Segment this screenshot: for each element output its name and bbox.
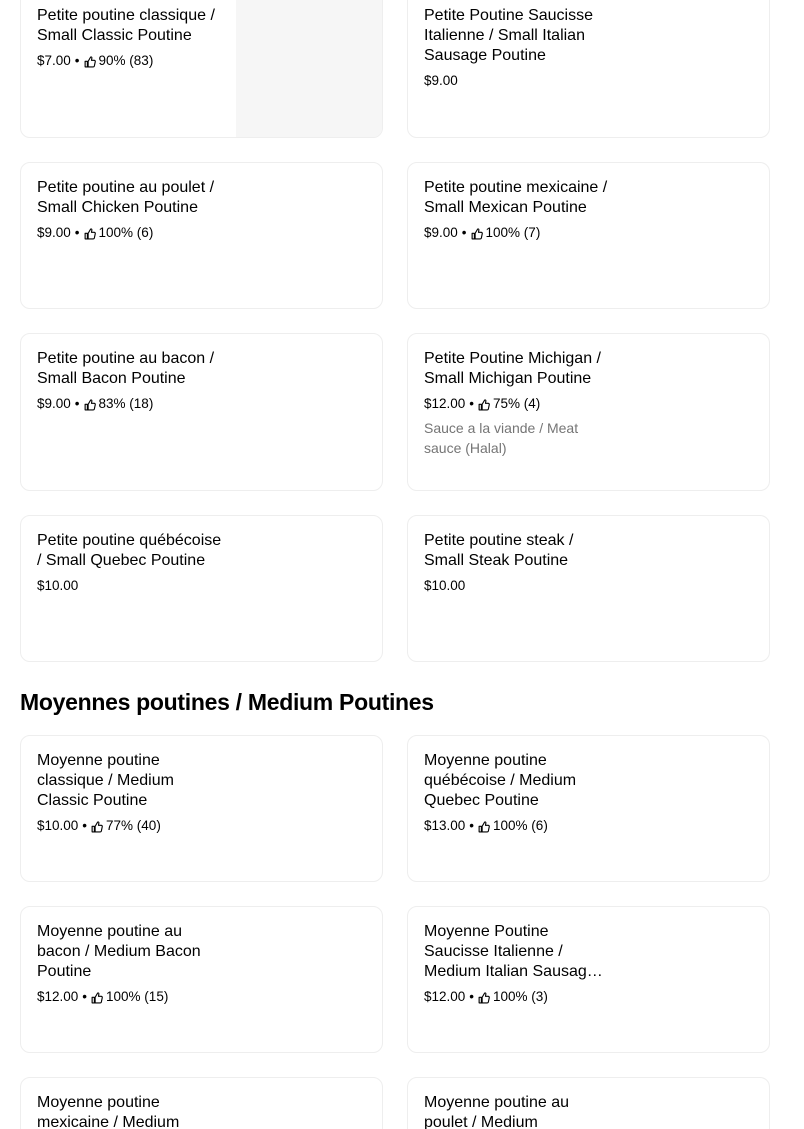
menu-item-rating: 100% (7) <box>485 225 541 240</box>
menu-item-name: Petite poutine classique / Small Classic Poutine <box>37 7 215 44</box>
menu-item-name: Moyenne poutine mexicaine / Medium <box>37 1094 180 1129</box>
menu-item-name: Moyenne Poutine Saucisse Italienne / Medium Italian Sausage <box>424 923 596 980</box>
menu-item-details <box>424 1093 610 1129</box>
menu-item-card[interactable] <box>20 333 383 491</box>
menu-item-meta <box>424 223 610 243</box>
menu-item-meta <box>424 71 610 91</box>
menu-item-price: $12.00 <box>424 989 466 1004</box>
menu-item-details <box>37 6 223 71</box>
menu-item-price: $9.00 <box>37 225 71 240</box>
menu-item-meta <box>424 816 610 836</box>
menu-item-card[interactable] <box>407 0 770 138</box>
menu-item-details <box>37 751 223 836</box>
menu-item-details <box>424 751 610 836</box>
menu-item-price: $12.00 <box>424 396 466 411</box>
menu-item-card[interactable] <box>20 735 383 882</box>
menu-item-meta <box>37 394 223 414</box>
menu-item-price: $9.00 <box>37 396 71 411</box>
meta-separator: • <box>469 396 475 411</box>
thumbs-up-icon <box>84 226 96 238</box>
menu-item-details <box>424 6 610 91</box>
menu-item-card[interactable] <box>407 1077 770 1129</box>
menu-item-details <box>37 349 223 414</box>
menu-item-rating: 90% (83) <box>98 53 154 68</box>
thumbs-up-icon <box>84 397 96 409</box>
meta-separator: • <box>469 818 475 833</box>
menu-item-rating: 77% (40) <box>106 818 161 833</box>
menu-item-price: $9.00 <box>424 225 458 240</box>
menu-item-name: Petite poutine québécoise / Small Quebec Poutine <box>37 532 222 569</box>
meta-separator: • <box>82 989 88 1004</box>
menu-item-card[interactable] <box>20 515 383 662</box>
menu-item-details <box>37 178 223 243</box>
thumbs-up-icon <box>478 990 490 1002</box>
item-image <box>236 0 382 137</box>
menu-item-price: $10.00 <box>424 578 466 593</box>
menu-item-rating: 100% (6) <box>493 818 548 833</box>
thumbs-up-icon <box>478 819 490 831</box>
menu-item-card[interactable] <box>20 1077 383 1129</box>
thumbs-up-icon <box>478 397 490 409</box>
menu-item-name: Moyenne poutine au bacon / Medium Bacon Poutine <box>37 923 201 980</box>
menu-item-description: Sauce a la viande / Meat sauce (Halal) <box>424 420 579 456</box>
menu-item-rating: 75% (4) <box>493 396 541 411</box>
menu-item-name: Petite Poutine Michigan / Small Michigan Poutine <box>424 350 601 387</box>
menu-item-details <box>424 531 610 596</box>
menu-item-card[interactable] <box>20 906 383 1053</box>
menu-item-card[interactable] <box>407 515 770 662</box>
small-poutines-grid <box>20 0 770 662</box>
menu-item-details <box>424 922 610 1007</box>
menu-item-details <box>424 349 610 458</box>
menu-item-price: $10.00 <box>37 578 79 593</box>
menu-item-details <box>37 1093 223 1129</box>
menu-item-name: Petite poutine mexicaine / Small Mexican Poutine <box>424 179 608 216</box>
menu-item-card[interactable] <box>407 735 770 882</box>
meta-separator: • <box>469 989 475 1004</box>
meta-separator: • <box>461 225 467 240</box>
menu-item-price: $12.00 <box>37 989 79 1004</box>
menu-item-rating: 100% (15) <box>106 989 169 1004</box>
menu-item-meta <box>424 394 610 414</box>
menu-item-name: Moyenne poutine classique / Medium Classic Poutine <box>37 752 174 809</box>
menu-item-name: Petite poutine steak / Small Steak Poutine <box>424 532 574 569</box>
section-title-medium: Moyennes poutines / Medium Poutines <box>20 689 434 715</box>
menu-item-meta <box>37 576 223 596</box>
meta-separator: • <box>74 53 80 68</box>
thumbs-up-icon <box>84 54 96 66</box>
menu-item-card[interactable] <box>407 333 770 491</box>
menu-item-rating: 100% (3) <box>493 989 548 1004</box>
menu-item-meta <box>424 987 610 1007</box>
meta-separator: • <box>74 396 80 411</box>
menu-item-name: Petite Poutine Saucisse Italienne / Small Italian Sausage Poutine <box>424 7 593 64</box>
menu-item-card[interactable] <box>20 162 383 309</box>
menu-item-meta <box>37 816 223 836</box>
menu-item-name: Petite poutine au bacon / Small Bacon Poutine <box>37 350 215 387</box>
meta-separator: • <box>82 818 88 833</box>
menu-item-price: $13.00 <box>424 818 466 833</box>
menu-item-card[interactable] <box>407 162 770 309</box>
menu-item-card[interactable] <box>407 906 770 1053</box>
menu-item-card[interactable] <box>20 0 383 138</box>
menu-item-price: $10.00 <box>37 818 79 833</box>
medium-poutines-grid <box>20 735 770 1129</box>
menu-item-rating: 100% (6) <box>98 225 154 240</box>
menu-item-name: Moyenne poutine québécoise / Medium Quebec Poutine <box>424 752 577 809</box>
menu-item-name: Petite poutine au poulet / Small Chicken Poutine <box>37 179 215 216</box>
menu-item-details <box>37 922 223 1007</box>
menu-item-meta <box>424 576 610 596</box>
menu-item-meta <box>37 223 223 243</box>
menu-item-meta <box>37 51 223 71</box>
menu-item-meta <box>37 987 223 1007</box>
thumbs-up-icon <box>91 990 103 1002</box>
menu-item-details <box>37 531 223 596</box>
menu-item-name: Moyenne poutine au poulet / Medium <box>424 1094 569 1129</box>
menu-item-rating: 83% (18) <box>98 396 154 411</box>
meta-separator: • <box>74 225 80 240</box>
menu-item-details <box>424 178 610 243</box>
menu-item-price: $9.00 <box>424 73 458 88</box>
thumbs-up-icon <box>91 819 103 831</box>
menu-item-price: $7.00 <box>37 53 71 68</box>
thumbs-up-icon <box>471 226 483 238</box>
